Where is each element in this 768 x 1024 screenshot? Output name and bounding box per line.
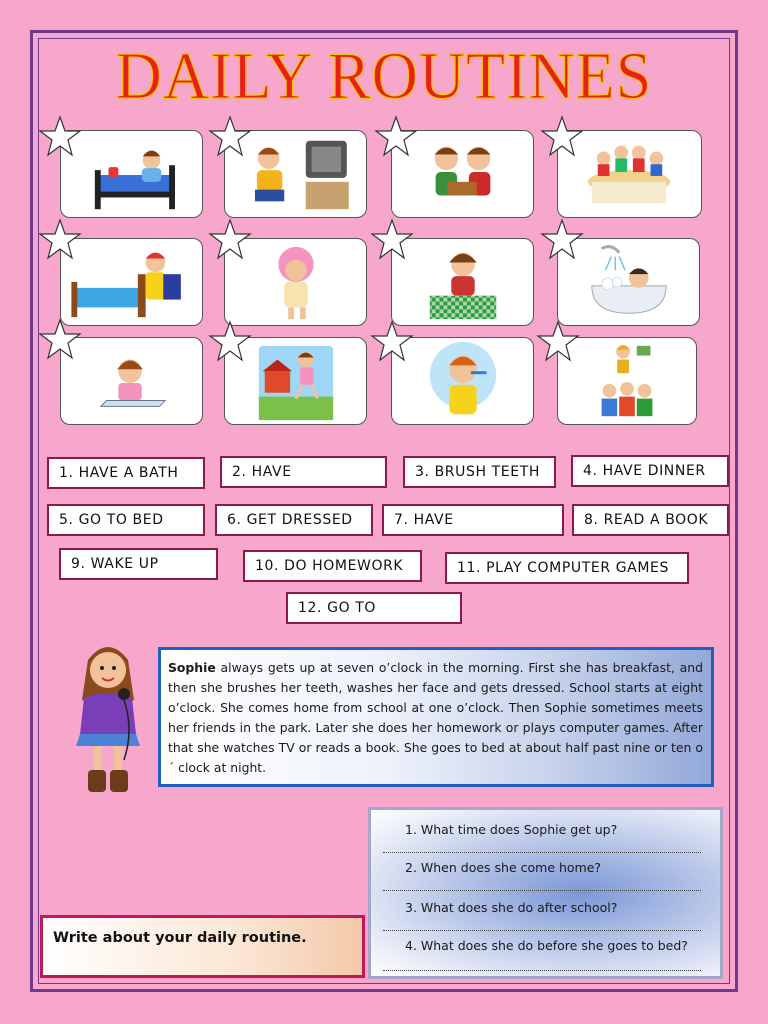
write-prompt: Write about your daily routine.: [53, 930, 307, 946]
question-1: 1. What time does Sophie get up?: [405, 822, 618, 837]
label-have-a-bath: 1. HAVE A BATH: [47, 457, 205, 489]
label-do-homework: 10. DO HOMEWORK: [243, 550, 422, 582]
answer-line-2[interactable]: [383, 890, 701, 891]
star-icon: [208, 115, 252, 159]
question-3: 3. What does she do after school?: [405, 900, 618, 915]
label-read-a-book: 8. READ A BOOK: [572, 504, 729, 536]
star-icon: [374, 115, 418, 159]
label-have: 2. HAVE: [220, 456, 387, 488]
answer-line-1[interactable]: [383, 852, 701, 853]
page-title: DAILY ROUTINES: [115, 38, 653, 113]
star-icon: [38, 318, 82, 362]
reading-passage: [158, 647, 714, 787]
question-4: 4. What does she do before she goes to bed?: [405, 938, 688, 953]
label-have-dinner: 4. HAVE DINNER: [571, 455, 729, 487]
star-icon: [540, 218, 584, 262]
label-wake-up: 9. WAKE UP: [59, 548, 218, 580]
reading-text: always gets up at seven o’clock in the morning. First she has breakfast, and then she brushes her teeth, washes her face and gets dressed. School starts at eight o’clock. She comes home from school at one o’clock. Then Sophie sometimes meets her friends in the park. Later she does her homework or plays computer games. After that she watches TV or reads a book. She goes to bed at about half past nine or ten o´ clock at night.: [168, 660, 703, 775]
star-icon: [536, 320, 580, 364]
star-icon: [208, 320, 252, 364]
star-icon: [208, 218, 252, 262]
label-go-to-bed: 5. GO TO BED: [47, 504, 205, 536]
reading-name: Sophie: [168, 660, 216, 675]
girl-illustration: [66, 640, 150, 795]
star-icon: [370, 320, 414, 364]
label-play-computer-games: 11. PLAY COMPUTER GAMES: [445, 552, 689, 584]
label-brush-teeth: 3. BRUSH TEETH: [403, 456, 556, 488]
label-go-to: 12. GO TO: [286, 592, 462, 624]
label-get-dressed: 6. GET DRESSED: [215, 504, 373, 536]
star-icon: [370, 218, 414, 262]
questions-box: [368, 807, 723, 979]
write-prompt-box[interactable]: [40, 915, 365, 978]
answer-line-3[interactable]: [383, 930, 701, 931]
star-icon: [38, 218, 82, 262]
label-have-2: 7. HAVE: [382, 504, 564, 536]
question-2: 2. When does she come home?: [405, 860, 602, 875]
answer-line-4[interactable]: [383, 970, 701, 971]
star-icon: [540, 115, 584, 159]
star-icon: [38, 115, 82, 159]
